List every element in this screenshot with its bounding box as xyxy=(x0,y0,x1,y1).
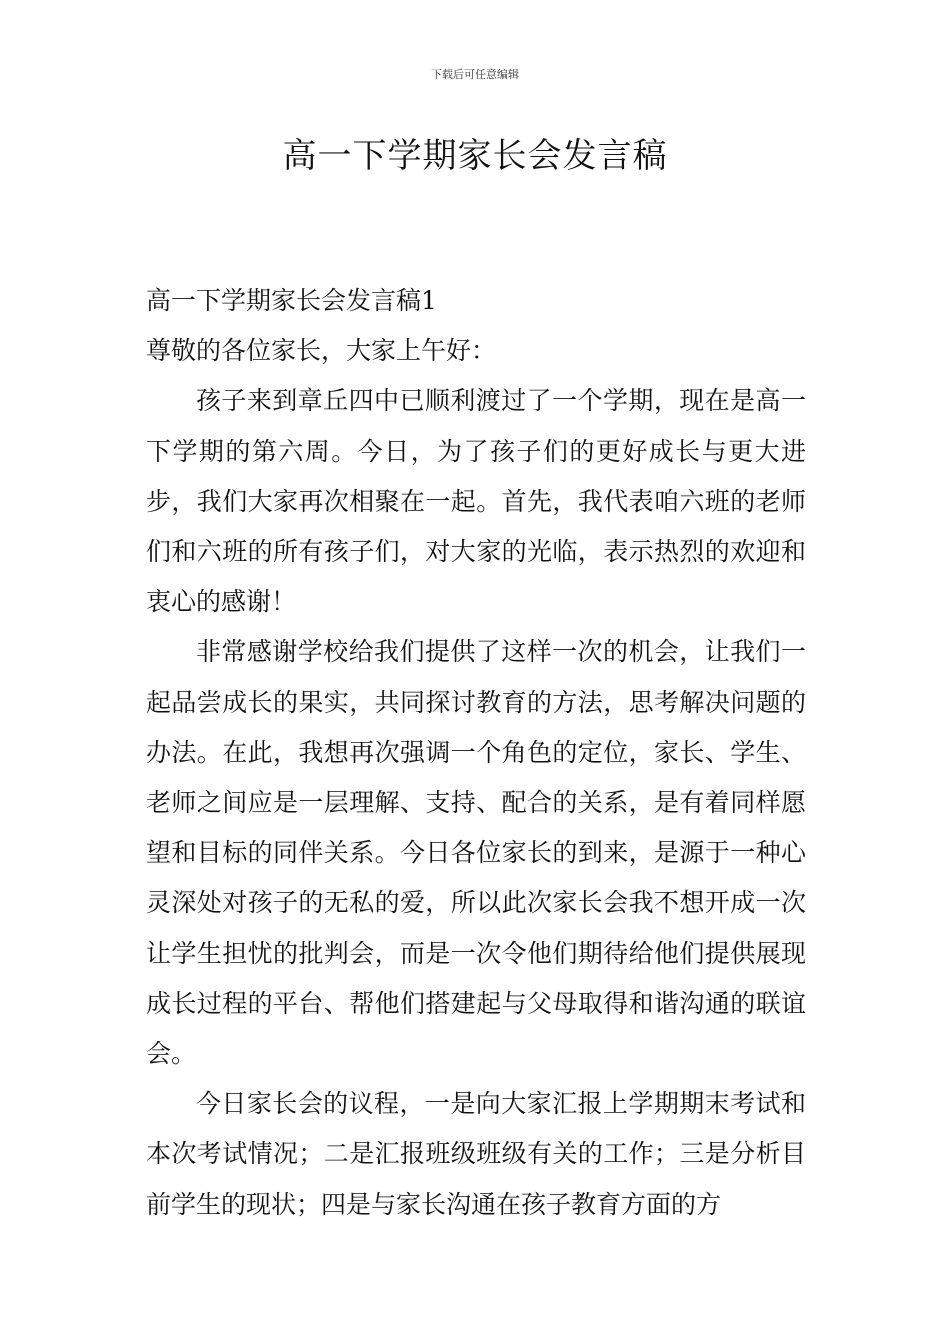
page-title: 高一下学期家长会发言稿 xyxy=(282,136,668,176)
greeting-line: 尊敬的各位家长，大家上午好： xyxy=(146,336,497,366)
paragraph: 孩子来到章丘四中已顺利渡过了一个学期，现在是高一下学期的第六周。今日，为了孩子们的更好成长与更大进步，我们大家再次相聚在一起。首先，我代表咱六班的老师们和六班的所有孩子们，对大家的光临，表示热烈的欢迎和衷心的感谢！ xyxy=(146,386,806,617)
section-heading: 高一下学期家长会发言稿1 xyxy=(146,286,437,315)
paragraph: 非常感谢学校给我们提供了这样一次的机会，让我们一起品尝成长的果实，共同探讨教育的方法，思考解决问题的办法。在此，我想再次强调一个角色的定位，家长、学生、老师之间应是一层理解、支持、配合的关系，是有着同样愿望和目标的同伴关系。今日各位家长的到来，是源于一种心灵深处对孩子的无私的爱，所以此次家长会我不想开成一次让学生担忧的批判会，而是一次令他们期待给他们提供展现成长过程的平台、帮他们搭建起与父母取得和谐沟通的联谊会。 xyxy=(146,637,806,1069)
header-note: 下载后可任意编辑 xyxy=(431,68,519,81)
paragraph: 今日家长会的议程，一是向大家汇报上学期期末考试和本次考试情况；二是汇报班级班级有关的工作；三是分析目前学生的现状；四是与家长沟通在孩子教育方面的方 xyxy=(146,1089,806,1219)
document-body xyxy=(146,276,806,1230)
